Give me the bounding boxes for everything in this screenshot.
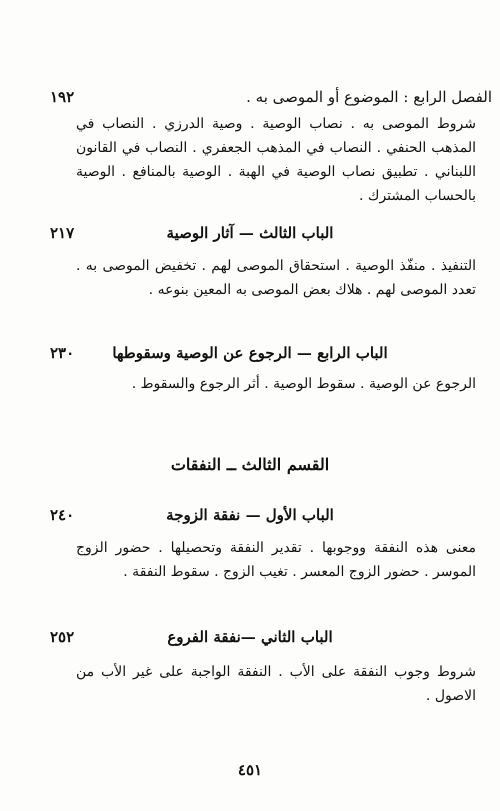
chapter-title: الباب الثالث — آثار الوصية bbox=[166, 224, 334, 242]
toc-entry-header bbox=[36, 82, 492, 112]
section-heading: القسم الثالث ــ النفقات bbox=[170, 455, 330, 474]
toc-entry-header bbox=[36, 218, 464, 248]
toc-entry bbox=[36, 500, 476, 584]
toc-entry-header bbox=[36, 622, 464, 652]
chapter-contents: التنفيذ . منفّذ الوصية . استحقاق الموصى لهم . تخفيض الموصى به . تعدد الموصى لهم . هلاك بعض الموصى به المعين بنوعه . bbox=[76, 258, 476, 298]
folio-page-number: ٤٥١ bbox=[237, 761, 263, 779]
toc-entry-header bbox=[36, 338, 464, 368]
chapter-title: الباب الرابع — الرجوع عن الوصية وسقوطها bbox=[112, 344, 388, 362]
toc-entry-header bbox=[36, 500, 464, 530]
page-number: ١٩٢ bbox=[50, 88, 75, 106]
toc-entry bbox=[36, 218, 476, 302]
chapter-contents: معنى هذه النفقة ووجوبها . تقدير النفقة وتحصيلها . حضور الزوج الموسر . حضور الزوج المعسر . تغيب الزوج . سقوط النفقة . bbox=[76, 540, 476, 580]
chapter-title: الباب الأول — نفقة الزوجة bbox=[166, 506, 334, 524]
toc-entry bbox=[36, 622, 476, 708]
page-number: ٢١٧ bbox=[50, 224, 75, 242]
chapter-contents: الرجوع عن الوصية . سقوط الوصية . أثر الرجوع والسقوط . bbox=[131, 376, 476, 392]
page-number: ٢٣٠ bbox=[50, 344, 75, 362]
page-number: ٢٥٢ bbox=[50, 628, 75, 646]
toc-entry bbox=[36, 338, 476, 396]
chapter-contents: شروط وجوب النفقة على الأب . النفقة الواجبة على غير الأب من الاصول . bbox=[76, 664, 476, 704]
chapter-title: الفصل الرابع : الموضوع أو الموصى به . bbox=[246, 88, 492, 106]
chapter-title: الباب الثاني —نفقة الفروع bbox=[167, 628, 333, 646]
chapter-contents: شروط الموصى به . نصاب الوصية . وصية الدرزي . النصاب في المذهب الحنفي . النصاب في المذهب الجعفري . النصاب في القانون اللبناني . تطبيق نصاب الوصية في الهبة . الوصية بالمنافع . الوصية بالحساب المشترك . bbox=[76, 116, 476, 204]
toc-entry bbox=[36, 82, 492, 208]
page-number: ٢٤٠ bbox=[50, 506, 75, 524]
